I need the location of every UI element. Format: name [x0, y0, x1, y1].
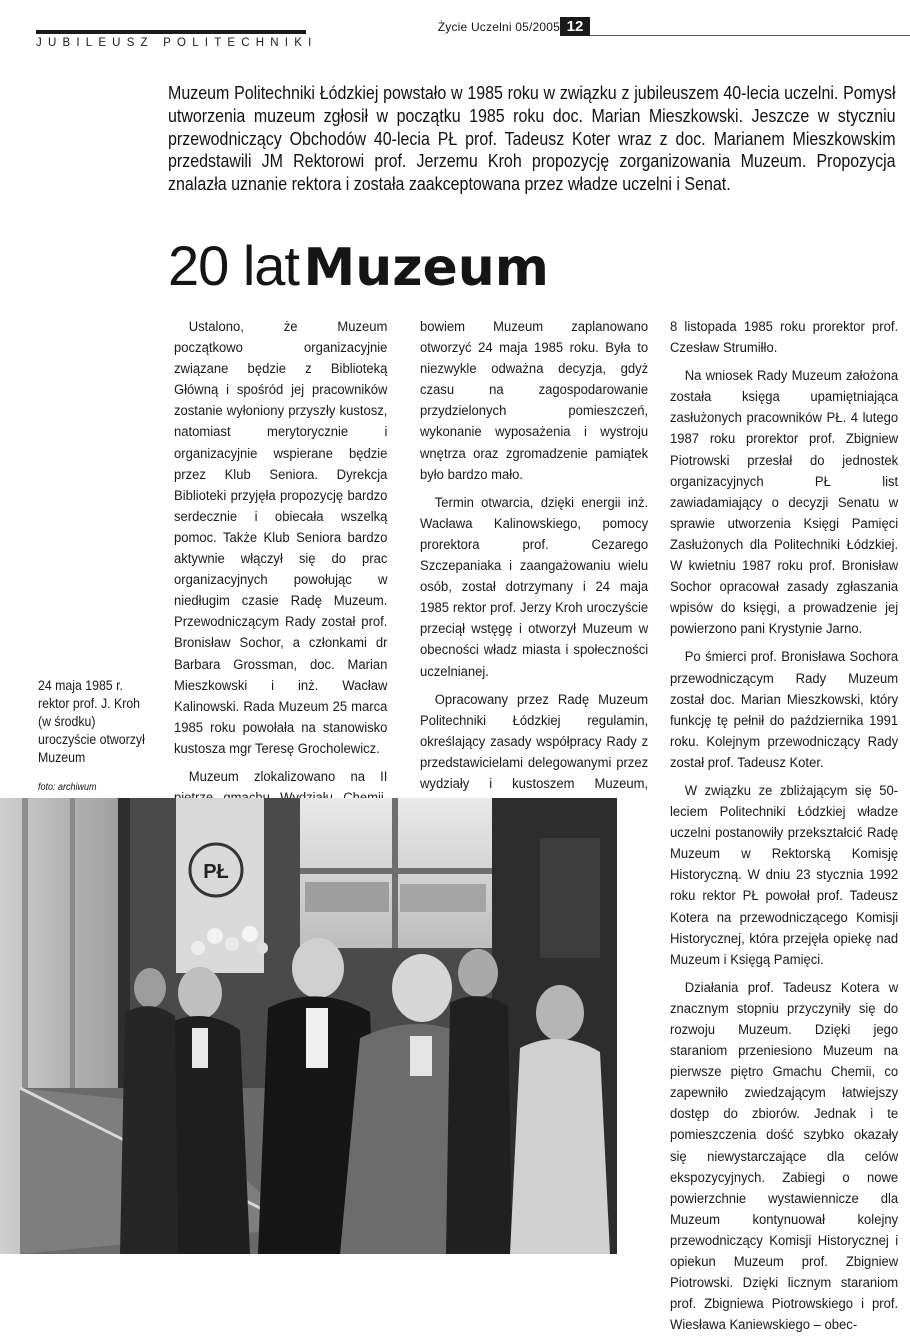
- running-head: Życie Uczelni 05/2005: [437, 20, 560, 34]
- museum-opening-photo-icon: [0, 798, 617, 1254]
- paragraph: Muzeum zlokalizowano na II: [188, 768, 388, 785]
- paragraph: Termin otwarcia, dzięki energii inż. Wacława Kalinowskiego, pomocy prorektora prof. Cezarego Szczepaniaka i zaangażowaniu wielu osób, został dotrzymany i 24 maja 1985 rektor prof. Jerzy Kroh uroczyście przeciął wstęgę i otworzył Muzeum w obecności władz miasta i społeczności uczelnianej.: [420, 494, 649, 680]
- paragraph: 8 listopada 1985 roku prorektor prof. Czesław Strumiłło.: [670, 319, 899, 357]
- article-title: [168, 236, 549, 311]
- lead-paragraph: Muzeum Politechniki Łódzkiej powstało w 1985 roku w związku z jubileuszem 40-lecia uczelni. Pomysł utworzenia muzeum zgłosił w początku 1985 roku doc. Marian Mieszkowski. Jeszcze w styczniu przewodniczący Obchodów 40-lecia PŁ prof. Tadeusz Koter wraz z doc. Marianem Mieszkowskim przedstawili JM Rektorowi prof. Jerzemu Kroh propozycję zorganizowania Muzeum. Propozycja znalazła uznanie rektora i została zaakceptowana przez władze uczelni i Senat.: [168, 82, 896, 195]
- paragraph: Opracowany przez Radę Muzeum Politechniki Łódzkiej regulamin, określający zasady współpracy Rady z przedstawicielami delegowanymi przez wydziały i kustoszem Muzeum,: [420, 691, 649, 792]
- section-label: JUBILEUSZ POLITECHNIKI: [36, 37, 318, 49]
- header-line: [590, 35, 910, 36]
- column-1: [174, 317, 387, 851]
- paragraph: W związku ze zbliżającym się 50-leciem Politechniki Łódzkiej władze uczelni postanowiły przekształcić Radę Muzeum w Rektorską Komisję Historyczną. W dniu 23 stycznia 1992 roku rektor PŁ powołał prof. Tadeusz Kotera na przewodniczącego Komisji Historycznej, która przejęła opiekę nad Muzeum i Księgą Pamięci.: [670, 782, 899, 968]
- title-bold: Muzeum: [303, 238, 549, 298]
- paragraph: bowiem Muzeum zaplanowano otworzyć 24 maja 1985 roku. Była to niezwykle odważna decyzja, gdyż czasu na zagospodarowanie przydzielonych pomieszczeń, wykonanie wyposażenia i wystroju wnętrza oraz zgromadzenie pamiątek było bardzo mało.: [420, 319, 649, 483]
- column-3: [670, 317, 898, 1336]
- paragraph: Po śmierci prof. Bronisława Sochora przewodniczącym Rady Muzeum został doc. Marian Mieszkowski, który funkcję tę pełnił do października 1991 roku. Kolejnym przewodniczący Rady został prof. Tadeusz Koter.: [670, 649, 899, 771]
- column-2: [420, 317, 648, 816]
- photo-caption: 24 maja 1985 r. rektor prof. J. Kroh (w środku) uroczyście otworzył Muzeum: [38, 677, 145, 765]
- paragraph: Ustalono, że Muzeum początkowo organizacyjnie związane będzie z Biblioteką Główną i spośród jej pracowników zostanie wyłoniony przyszły kustosz, natomiast merytorycznie i organizacyjnie wspierane będzie przez Klub Seniora. Dyrekcja Biblioteki przyjęła propozycję bardzo serdecznie i obiecała wszelką pomoc. Także Klub Seniora bardzo aktywnie włączył się do prac organizacyjnych powołując w niedługim czasie Radę Muzeum. Przewodniczącym Rady został prof. Bronisław Sochor, a członkami dr Barbara Grossman, doc. Marian Mieszkowski i inż. Wacław Kalinowski. Rada Muzeum 25 marca 1985 roku powołała na stanowisko kustosza mgr Teresę Grocholewicz.: [174, 319, 388, 757]
- photo: [0, 798, 617, 1254]
- title-light: 20 lat: [168, 234, 299, 297]
- page-number: 12: [560, 17, 590, 36]
- photo-credit: foto: archiwum: [38, 782, 97, 793]
- header-rule: [36, 30, 306, 34]
- paragraph: Działania prof. Tadeusz Kotera w znacznym stopniu przyczyniły się do rozwoju Muzeum. Dzięki jego staraniom przeniesiono Muzeum na pierwsze piętro Gmachu Chemii, co zapewniło zwiedzającym łatwiejszy dostęp do zbiorów. Jednak i te pomieszczenia dość szybko okazały się niewystarczające dla celów ekspozycyjnych. Zabiegi o nowe powierzchnie wystawiennicze dla Muzeum kontynuował kolejny przewodniczący Komisji Historycznej i opiekun Muzeum prof. Zbigniew Piotrowski. Dzięki licznym staraniom prof. Zbigniewa Piotrowskiego i prof. Wiesława Kaniewskiego – obec-: [670, 979, 899, 1334]
- logo-text: PŁ: [203, 861, 229, 883]
- paragraph: Na wniosek Rady Muzeum założona została księga upamiętniająca zasłużonych pracowników PŁ. 4 lutego 1987 roku prorektor prof. Zbigniew Piotrowski przesłał do jednostek organizacyjnych PŁ list zawiadamiający o decyzji Senatu w sprawie utworzenia Księgi Pamięci Zasłużonych dla Politechniki Łódzkiej. W kwietniu 1987 roku prof. Bronisław Sochor opracował zasady zgłaszania wpisów do księgi, a prowadzenie jej powierzono pani Krystynie Jarno.: [670, 368, 899, 638]
